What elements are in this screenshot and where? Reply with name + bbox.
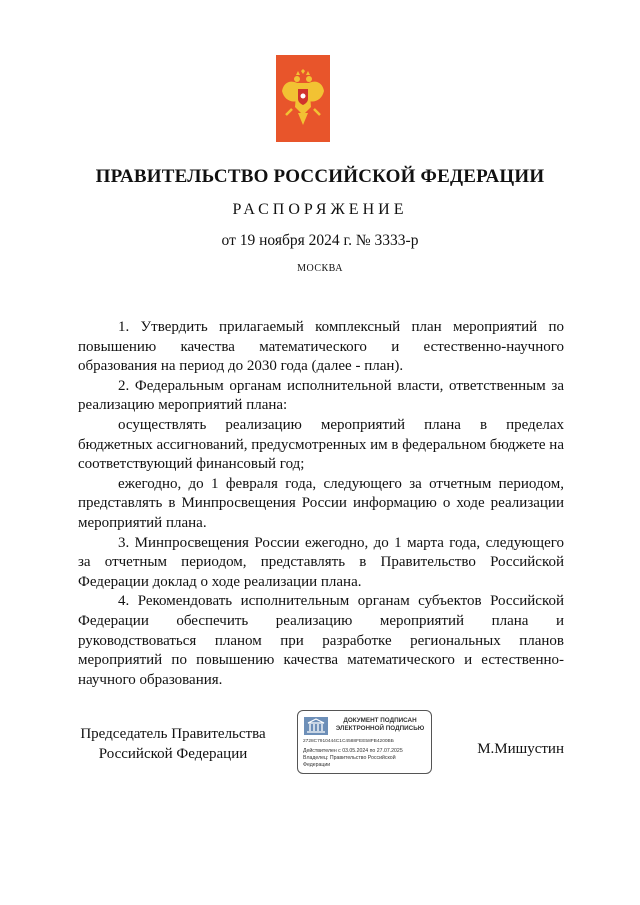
signatory-position-line1: Председатель Правительства: [80, 726, 266, 742]
double-headed-eagle-icon: [280, 69, 326, 129]
document-type: РАСПОРЯЖЕНИЕ: [232, 201, 408, 218]
document-body: [78, 318, 564, 690]
signatory-name: М.Мишустин: [477, 741, 564, 757]
stamp-title-line2: ЭЛЕКТРОННОЙ ПОДПИСЬЮ: [335, 725, 425, 732]
paragraph-2-item-1: осуществлять реализацию мероприятий плана в пределах бюджетных ассигнований, предусмотренных им в федеральном бюджете на соответствующий финансовый год;: [78, 416, 564, 473]
stamp-owner-line2: Федерации: [303, 761, 331, 768]
stamp-title-line1: ДОКУМЕНТ ПОДПИСАН: [343, 717, 417, 724]
document-date-number: от 19 ноября 2024 г. № 3333-р: [221, 232, 419, 249]
coat-of-arms-icon: [276, 55, 330, 142]
paragraph-3: 3. Минпросвещения России ежегодно, до 1 марта года, следующего за отчетным периодом, представлять в Правительство Российской Федерации доклад о ходе реализации плана.: [78, 534, 564, 590]
document-city: МОСКВА: [297, 263, 343, 274]
signatory-position: [78, 724, 268, 764]
electronic-signature-stamp: [297, 710, 432, 774]
signatory-position-line2: Российской Федерации: [98, 746, 248, 762]
government-title: ПРАВИТЕЛЬСТВО РОССИЙСКОЙ ФЕДЕРАЦИИ: [95, 166, 545, 187]
stamp-owner-line1: Владелец: Правительство Российской: [303, 755, 396, 761]
paragraph-2-item-2: ежегодно, до 1 февраля года, следующего за отчетным периодом, представлять в Минпросвещения России информацию о ходе реализации мероприятий плана.: [78, 475, 564, 531]
stamp-title: [332, 717, 428, 733]
building-logo-icon: [304, 717, 328, 735]
paragraph-2: 2. Федеральным органам исполнительной власти, ответственным за реализацию мероприятий плана:: [78, 377, 564, 414]
stamp-certificate: 2728C7910444C1C4588FEE58FB4200ВБ: [303, 739, 394, 744]
paragraph-4: 4. Рекомендовать исполнительным органам субъектов Российской Федерации обеспечить реализацию мероприятий плана и руководствоваться планом при разработке региональных планов мероприятий по повышению качества математического и естественно-научного образования.: [78, 593, 564, 688]
stamp-validity: Действителен с 03.05.2024 по 27.07.2025: [303, 748, 403, 754]
paragraph-1: 1. Утвердить прилагаемый комплексный план мероприятий по повышению качества математического и естественно-научного образования на период до 2030 года (далее - план).: [78, 319, 564, 375]
